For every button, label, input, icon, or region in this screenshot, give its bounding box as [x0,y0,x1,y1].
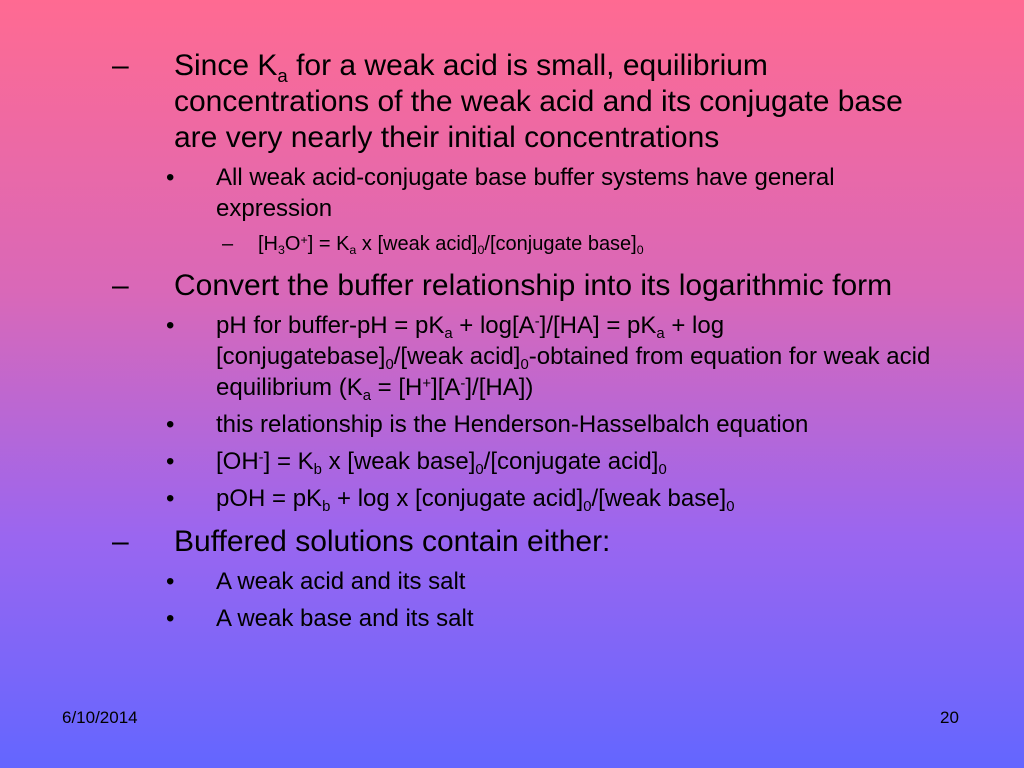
text: [H [258,233,278,255]
subscript: a [656,326,665,343]
text: pH for buffer-pH = pK [216,312,445,339]
text: this relationship is the Henderson-Hasselbalch equation [216,411,809,438]
dash-marker: – [112,525,129,558]
text: for a weak acid is small, equilibrium concentrations of the weak acid and its conjugate base are very nearly their initial concentrations [174,49,903,154]
text: ]/[HA] = pK [539,312,657,339]
superscript: + [300,233,308,248]
point-logarithmic-form [0,268,944,304]
text: pOH = pK [216,485,323,512]
text: Since K [174,49,278,82]
text: Convert the buffer relationship into its logarithmic form [174,269,893,302]
bullet-marker: • [166,312,175,339]
text: /[weak base] [591,485,727,512]
text: ] = K [263,448,314,475]
subscript: 0 [583,499,592,516]
bullet-weak-acid-salt [0,566,956,597]
point-weak-acid-ka-small [0,48,944,156]
bullet-marker: • [166,568,175,595]
subscript: b [313,462,322,479]
text: -obtained from equation for weak acid equilibrium (K [216,343,931,401]
text: ] = K [307,233,350,255]
text: Buffered solutions contain either: [174,525,611,558]
subscript: 0 [520,357,529,374]
footer-date: 6/10/2014 [62,708,138,727]
text: All weak acid-conjugate base buffer systems have general expression [216,164,835,222]
bullet-marker: • [166,448,175,475]
bullet-weak-base-salt [0,603,956,634]
dash-marker: – [222,233,234,255]
text: /[conjugate acid] [483,448,659,475]
slide-number: 20 [940,708,959,727]
text: /[weak acid] [393,343,521,370]
superscript: - [534,314,540,331]
point-buffered-solutions [0,524,944,560]
text: + log [conjugatebase] [216,312,725,370]
text: A weak acid and its salt [216,568,466,595]
text: [OH [216,448,259,475]
bullet-marker: • [166,411,175,438]
bullet-henderson-hasselbalch [0,409,956,440]
subscript: 0 [726,499,735,516]
subscript: a [277,64,288,86]
text: O [284,233,301,255]
bullet-marker: • [166,164,175,191]
superscript: - [460,376,466,393]
subscript: 0 [475,462,484,479]
bullet-general-expression [0,162,956,224]
slide-body [0,48,1024,634]
superscript: - [258,450,264,467]
text: = [H [371,374,423,401]
text: + log[A [452,312,535,339]
subscript: a [444,326,453,343]
text: A weak base and its salt [216,605,474,632]
subscript: a [349,243,357,258]
dash-marker: – [112,269,129,302]
text: /[conjugate base] [484,233,637,255]
subscript: b [322,499,331,516]
text: + log x [conjugate acid] [330,485,584,512]
text: ]/[HA]) [465,374,534,401]
text: x [weak base] [321,448,476,475]
bullet-ph-equation [0,310,956,403]
subscript: 0 [385,357,394,374]
subscript: 0 [658,462,667,479]
text: x [weak acid] [356,233,478,255]
bullet-marker: • [166,485,175,512]
dash-marker: – [112,49,129,82]
bullet-poh-equation [0,483,956,514]
subpoint-h3o-equation [0,230,958,258]
subscript: 0 [636,243,644,258]
bullet-oh-equation [0,446,956,477]
text: ][A [431,374,461,401]
superscript: + [422,376,432,393]
bullet-marker: • [166,605,175,632]
subscript: 3 [278,243,285,258]
subscript: 0 [477,243,485,258]
subscript: a [362,388,371,405]
